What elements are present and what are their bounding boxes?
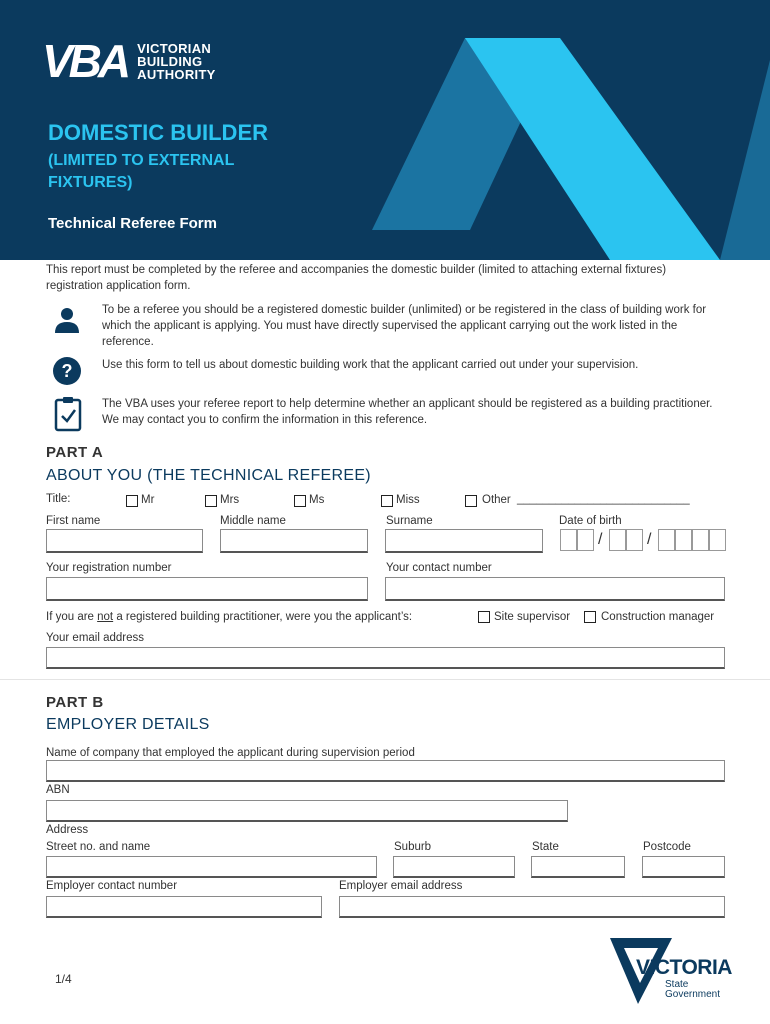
dob-day-2[interactable]	[577, 529, 594, 551]
company-label: Name of company that employed the applicant during supervision period	[46, 747, 415, 759]
site-supervisor-checkbox[interactable]	[478, 611, 490, 623]
part-b-title: EMPLOYER DETAILS	[46, 716, 210, 733]
intro-text: This report must be completed by the referee and accompanies the domestic builder (limited to attaching external fixtures) registration application form.	[46, 264, 667, 292]
contact-number-field[interactable]	[385, 577, 725, 601]
state-label: State	[532, 841, 559, 853]
state-field[interactable]	[531, 856, 625, 878]
dob-year-2[interactable]	[675, 529, 692, 551]
title-mr-checkbox[interactable]	[126, 495, 138, 507]
employer-email-field[interactable]	[339, 896, 725, 918]
title-other-line[interactable]: ___________________________	[517, 493, 690, 505]
title-other-label: Other	[482, 494, 511, 506]
company-field[interactable]	[46, 760, 725, 782]
dob-separator-1: /	[598, 531, 603, 548]
checklist-icon	[54, 396, 84, 426]
title-other-checkbox[interactable]	[465, 495, 477, 507]
email-label: Your email address	[46, 632, 145, 644]
abn-field[interactable]	[46, 800, 568, 822]
first-name-label: First name	[46, 515, 101, 527]
title-miss-checkbox[interactable]	[381, 495, 393, 507]
victoria-wordmark: VICTORIA	[636, 956, 732, 979]
dob-label: Date of birth	[559, 515, 622, 527]
suburb-field[interactable]	[393, 856, 515, 878]
registration-number-field[interactable]	[46, 577, 368, 601]
first-name-field[interactable]	[46, 529, 203, 553]
construction-manager-label: Construction manager	[601, 611, 715, 623]
street-field[interactable]	[46, 856, 377, 878]
vba-logo	[42, 35, 216, 87]
part-a-label: PART A	[46, 444, 104, 461]
dob-year-3[interactable]	[692, 529, 709, 551]
site-supervisor-label: Site supervisor	[494, 611, 571, 623]
part-a-title: ABOUT YOU (THE TECHNICAL REFEREE)	[46, 467, 371, 484]
dob-month-1[interactable]	[609, 529, 626, 551]
intro-item-1: To be a referee you should be a registered domestic builder (unlimited) or be registered in the class of building work for which the applicant is applying. You must have directly supervised the applicant carrying out the work listed in the reference.	[102, 304, 707, 348]
contact-number-label: Your contact number	[386, 562, 492, 574]
vba-logo-mark: VBA	[42, 35, 128, 87]
surname-field[interactable]	[385, 529, 543, 553]
header-banner	[0, 0, 770, 260]
intro-item-3: The VBA uses your referee report to help determine whether an applicant should be registered as a building practitioner. We may contact you to confirm the information in this reference.	[102, 398, 713, 426]
person-icon	[52, 305, 82, 335]
suburb-label: Suburb	[394, 841, 432, 853]
abn-label: ABN	[46, 784, 70, 796]
part-b-label: PART B	[46, 694, 104, 711]
document-title: DOMESTIC BUILDER	[48, 120, 268, 145]
question-icon	[52, 356, 82, 386]
email-field[interactable]	[46, 647, 725, 669]
title-mrs-checkbox[interactable]	[205, 495, 217, 507]
title-ms-checkbox[interactable]	[294, 495, 306, 507]
dob-year-4[interactable]	[709, 529, 726, 551]
form-name: Technical Referee Form	[48, 215, 217, 232]
dob-month-2[interactable]	[626, 529, 643, 551]
dob-day-1[interactable]	[560, 529, 577, 551]
title-ms-label: Ms	[309, 494, 325, 506]
dob-year-1[interactable]	[658, 529, 675, 551]
page-number: 1/4	[55, 972, 72, 986]
construction-manager-checkbox[interactable]	[584, 611, 596, 623]
section-divider	[0, 679, 770, 680]
title-mr-label: Mr	[141, 494, 155, 506]
employer-contact-field[interactable]	[46, 896, 322, 918]
address-label: Address	[46, 824, 89, 836]
street-label: Street no. and name	[46, 841, 151, 853]
middle-name-field[interactable]	[220, 529, 368, 553]
document-subtitle: (LIMITED TO EXTERNAL FIXTURES)	[48, 152, 235, 191]
employer-email-label: Employer email address	[339, 880, 463, 892]
middle-name-label: Middle name	[220, 515, 286, 527]
not-registered-question: If you are not a registered building practitioner, were you the applicant’s:	[46, 611, 413, 623]
title-label: Title:	[46, 493, 71, 505]
title-miss-label: Miss	[396, 494, 420, 506]
registration-number-label: Your registration number	[46, 562, 172, 574]
vba-logo-text: VICTORIAN BUILDING AUTHORITY	[137, 40, 216, 82]
employer-contact-label: Employer contact number	[46, 880, 178, 892]
intro-item-2: Use this form to tell us about domestic building work that the applicant carried out under your supervision.	[102, 359, 639, 371]
dob-separator-2: /	[647, 531, 652, 548]
postcode-label: Postcode	[643, 841, 691, 853]
postcode-field[interactable]	[642, 856, 725, 878]
title-mrs-label: Mrs	[220, 494, 240, 506]
state-government-text: State Government	[665, 979, 721, 1000]
svg-text:?: ?	[61, 361, 73, 381]
surname-label: Surname	[386, 515, 433, 527]
